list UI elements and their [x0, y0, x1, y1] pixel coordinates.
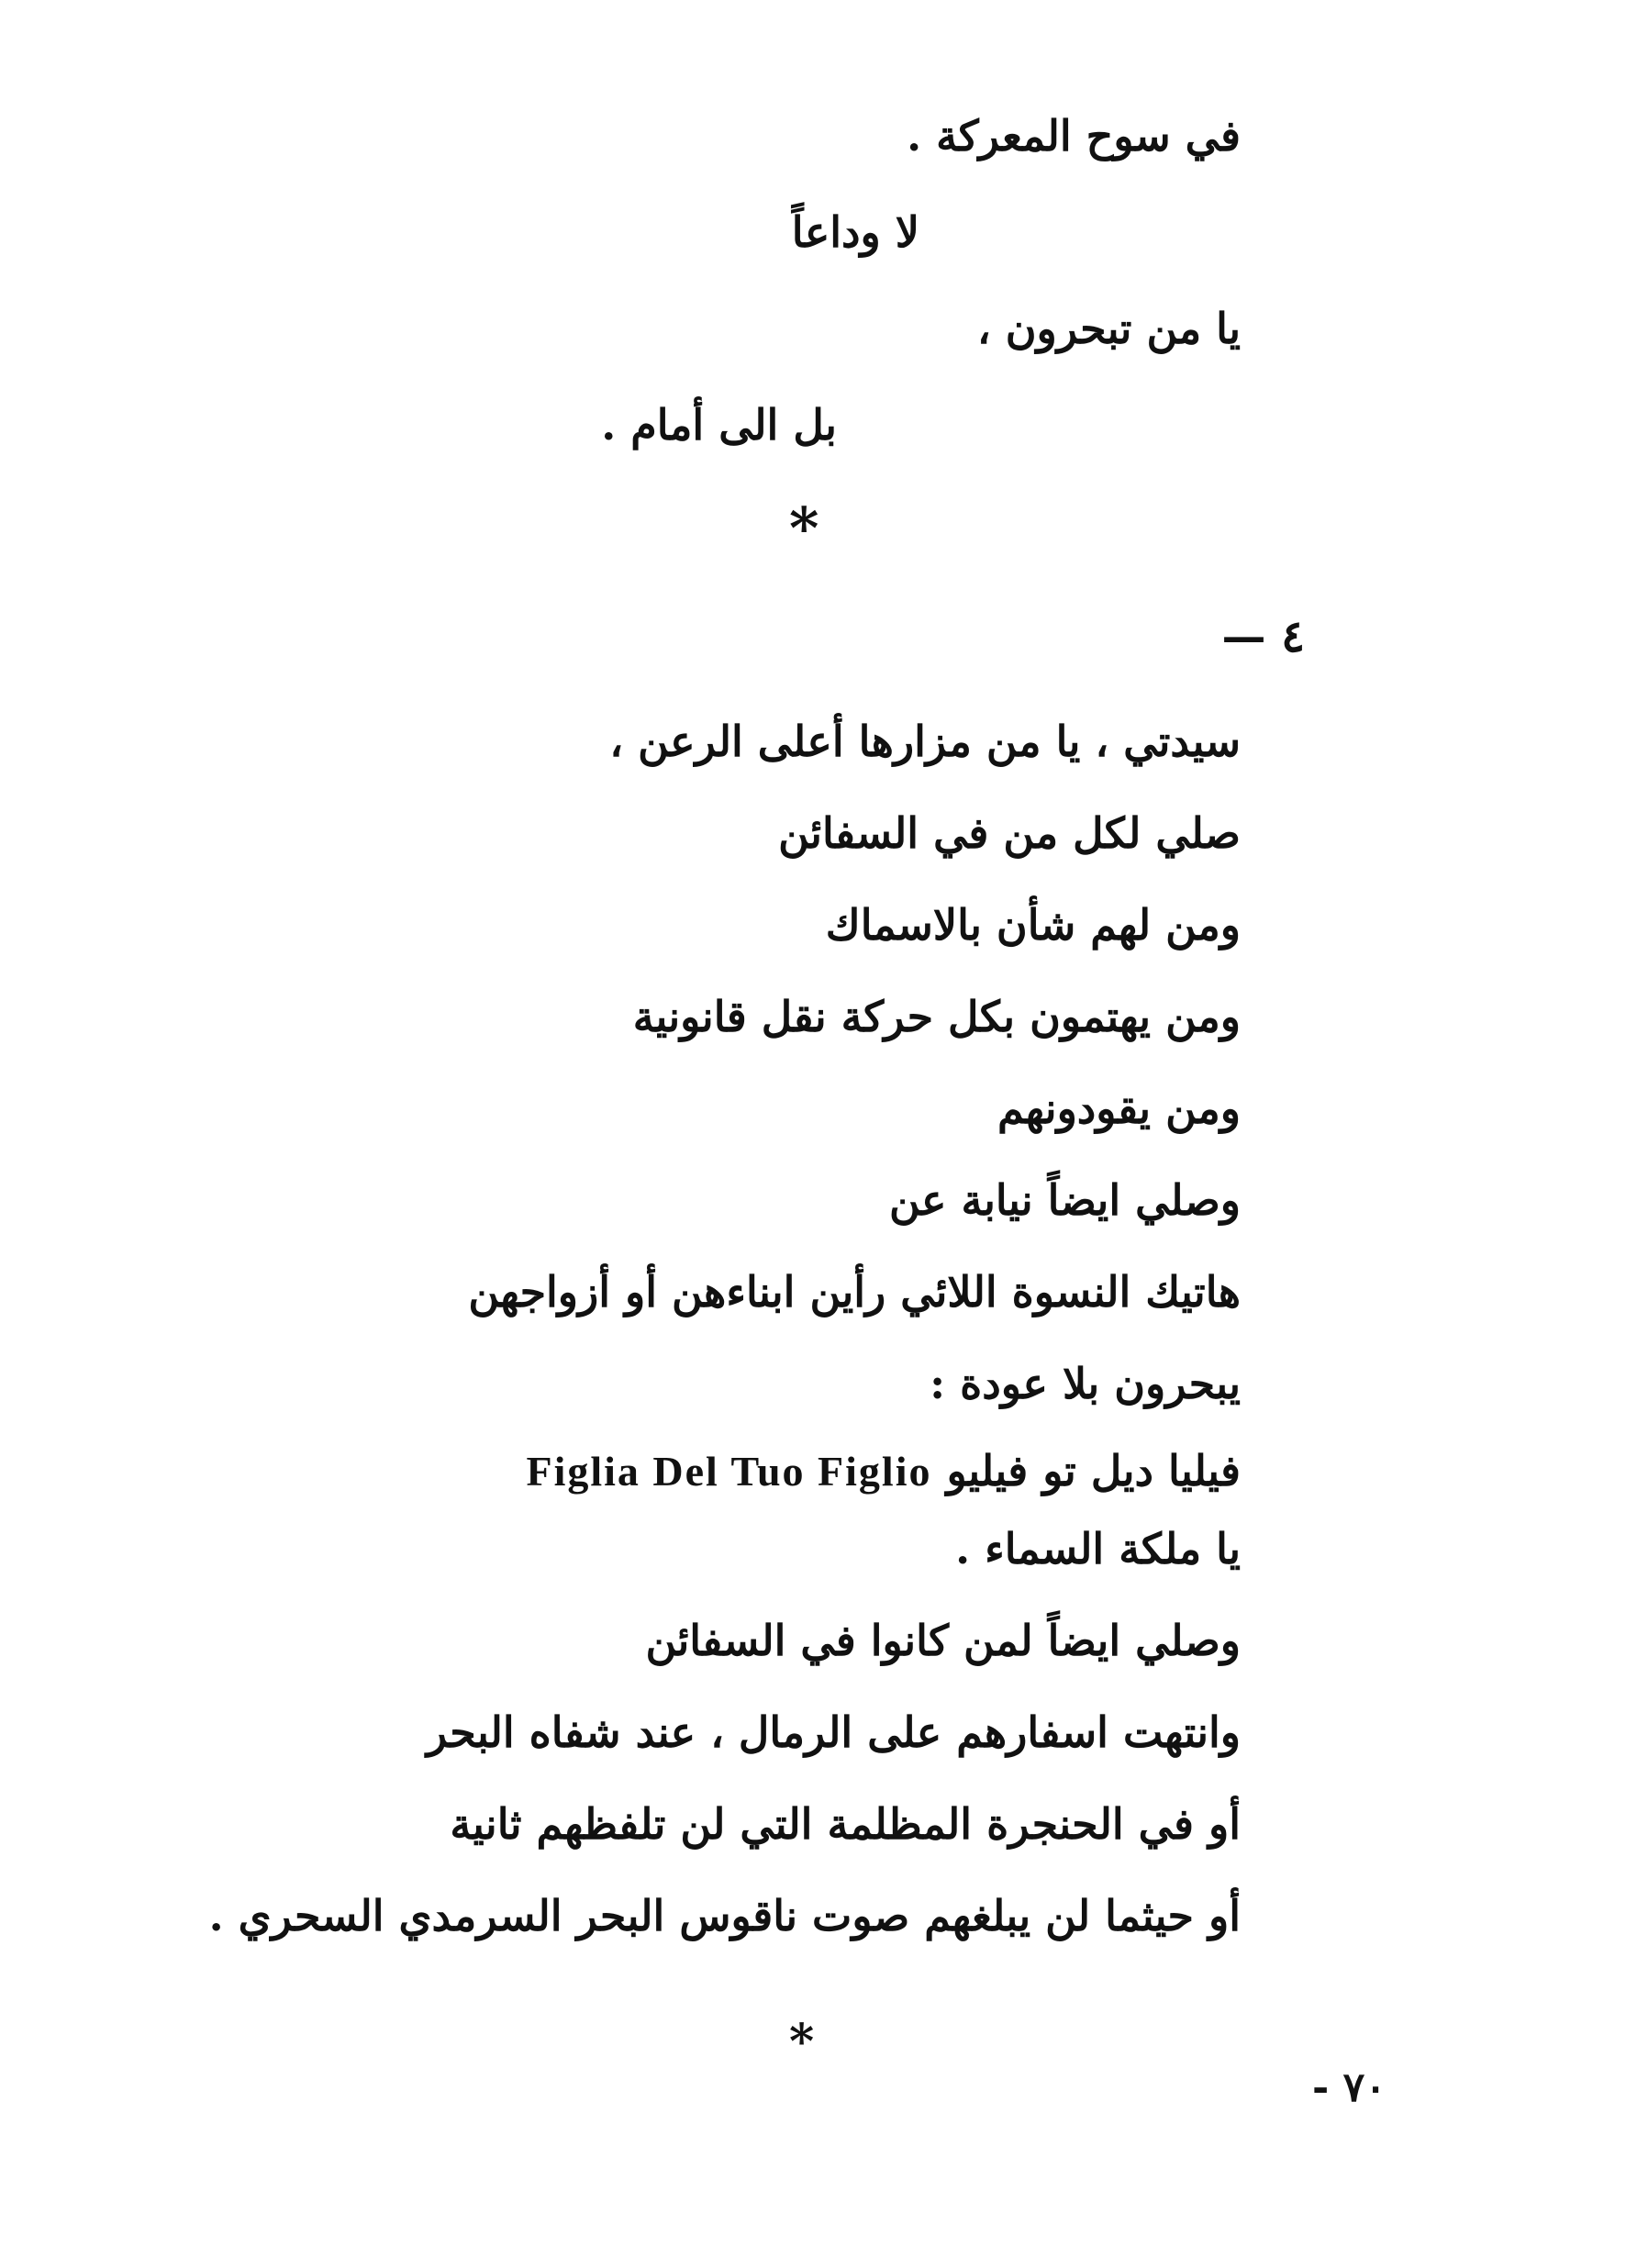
page-number: ٧٠ -: [1312, 2064, 1387, 2111]
section-separator: *: [789, 2014, 815, 2070]
poem-line: هاتيك النسوة اللائي رأين ابناءهن أو أزواجهن: [468, 1267, 1241, 1317]
poem-line-bilingual: [526, 1446, 1241, 1495]
latin-phrase: Figlia Del Tuo Figlio: [526, 1448, 932, 1495]
poem-line: في سوح المعركة .: [907, 111, 1241, 161]
poem-line: يبحرون بلا عودة :: [930, 1359, 1241, 1408]
poem-line: وصلي ايضاً لمن كانوا في السفائن: [645, 1616, 1241, 1665]
poem-line: ومن لهم شأن بالاسماك: [825, 900, 1241, 950]
poem-line: أو في الحنجرة المظلمة التي لن تلفظهم ثانية: [450, 1799, 1241, 1849]
poem-line: بل الى أمام .: [601, 400, 837, 450]
poem-line: يا ملكة السماء .: [955, 1524, 1241, 1573]
section-number: ٤ —: [1221, 611, 1305, 662]
section-separator: *: [789, 495, 819, 561]
poem-line: ومن يقودونهم: [997, 1084, 1241, 1133]
poem-line: لا وداعاً: [791, 207, 919, 257]
poem-line: ومن يهتمون بكل حركة نقل قانونية: [632, 992, 1241, 1041]
poem-line: سيدتي ، يا من مزارها أعلى الرعن ،: [609, 717, 1241, 766]
poem-line: يا من تبحرون ،: [976, 304, 1241, 353]
arabic-transliteration: فيليا ديل تو فيليو: [946, 1446, 1241, 1495]
poem-line: صلي لكل من في السفائن: [778, 808, 1241, 858]
poem-line: وانتهت اسفارهم على الرمال ، عند شفاه البحر: [426, 1707, 1241, 1757]
poem-line: وصلي ايضاً نيابة عن: [888, 1175, 1241, 1225]
poem-line: أو حيثما لن يبلغهم صوت ناقوس البحر السرمدي السحري .: [208, 1891, 1241, 1940]
